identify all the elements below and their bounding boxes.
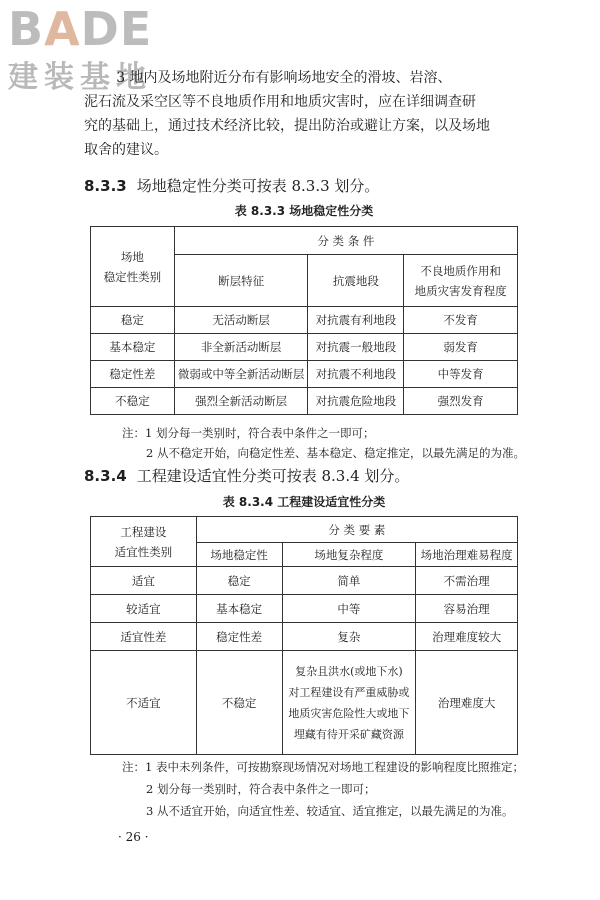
table-row [91, 567, 518, 595]
cell: 对抗震一般地段 [308, 334, 404, 361]
header-group: 分 类 条 件 [174, 227, 517, 255]
section-text: 工程建设适宜性分类可按表 8.3.4 划分。 [136, 467, 410, 485]
table-row [91, 334, 518, 361]
cell: 不稳定 [196, 651, 282, 755]
table1-note-2: 2 从不稳定开始，向稳定性差、基本稳定、稳定推定，以最先满足的为准。 [146, 446, 525, 460]
logo-wordmark: BADE [8, 2, 153, 56]
body-line-4: 取舍的建议。 [84, 142, 168, 158]
cell: 基本稳定 [196, 595, 282, 623]
cell: 稳定性差 [196, 623, 282, 651]
cell: 适宜性差 [91, 623, 197, 651]
section-number: 8.3.3 [84, 177, 127, 195]
construction-suitability-table [90, 516, 518, 755]
table-row [91, 307, 518, 334]
section-text: 场地稳定性分类可按表 8.3.3 划分。 [136, 177, 380, 195]
body-line-3: 究的基础上，通过技术经济比较，提出防治或避让方案，以及场地 [84, 118, 490, 134]
table-row [91, 623, 518, 651]
table-row [91, 651, 518, 755]
cell: 较适宜 [91, 595, 197, 623]
body-line-1: 3 地内及场地附近分布有影响场地安全的滑坡、岩溶、 [116, 70, 452, 86]
cell: 微弱或中等全新活动断层 [174, 361, 308, 388]
cell: 对抗震不利地段 [308, 361, 404, 388]
header-category: 工程建设 适宜性类别 [91, 517, 197, 567]
cell: 治理难度较大 [416, 623, 518, 651]
header-seismic: 抗震地段 [308, 255, 404, 307]
table-8-3-3-caption: 表 8.3.3 场地稳定性分类 [234, 204, 374, 218]
section-8-3-3 [84, 175, 379, 197]
cell: 中等发育 [404, 361, 518, 388]
cell: 弱发育 [404, 334, 518, 361]
logo-subtitle: 建装基地 [8, 60, 152, 95]
cell: 强烈全新活动断层 [174, 388, 308, 415]
cell: 强烈发育 [404, 388, 518, 415]
cell: 不发育 [404, 307, 518, 334]
header-group: 分 类 要 素 [196, 517, 517, 543]
table-row [91, 388, 518, 415]
cell: 复杂且洪水(或地下水) 对工程建设有严重威胁或 地质灾害危险性大或地下 埋藏有待开采矿藏资源 [282, 651, 416, 755]
header-treatment: 场地治理难易程度 [416, 543, 518, 567]
page-number: · 26 · [118, 830, 149, 844]
header-stability: 场地稳定性 [196, 543, 282, 567]
table-8-3-4-caption: 表 8.3.4 工程建设适宜性分类 [222, 495, 386, 509]
table2-note-2: 2 划分每一类别时，符合表中条件之一即可； [146, 782, 376, 796]
section-number: 8.3.4 [84, 467, 127, 485]
header-category: 场地 稳定性类别 [91, 227, 175, 307]
cell: 容易治理 [416, 595, 518, 623]
cell: 中等 [282, 595, 416, 623]
table-row [91, 361, 518, 388]
table2-note-1: 注：1 表中未列条件，可按勘察现场情况对场地工程建设的影响程度比照推定； [122, 760, 524, 774]
table1-note-1: 注：1 划分每一类别时，符合表中条件之一即可； [122, 426, 375, 440]
cell: 不需治理 [416, 567, 518, 595]
header-fault: 断层特征 [174, 255, 308, 307]
cell: 无活动断层 [174, 307, 308, 334]
cell: 稳定 [91, 307, 175, 334]
cell: 简单 [282, 567, 416, 595]
cell: 对抗震危险地段 [308, 388, 404, 415]
cell: 不稳定 [91, 388, 175, 415]
cell: 不适宜 [91, 651, 197, 755]
cell: 非全新活动断层 [174, 334, 308, 361]
cell: 基本稳定 [91, 334, 175, 361]
header-hazard: 不良地质作用和 地质灾害发育程度 [404, 255, 518, 307]
cell: 治理难度大 [416, 651, 518, 755]
header-complexity: 场地复杂程度 [282, 543, 416, 567]
cell: 复杂 [282, 623, 416, 651]
body-line-2: 泥石流及采空区等不良地质作用和地质灾害时，应在详细调查研 [84, 94, 476, 110]
cell: 对抗震有利地段 [308, 307, 404, 334]
site-stability-table [90, 226, 518, 415]
cell: 适宜 [91, 567, 197, 595]
cell: 稳定 [196, 567, 282, 595]
table-row [91, 595, 518, 623]
table2-note-3: 3 从不适宜开始，向适宜性差、较适宜、适宜推定，以最先满足的为准。 [146, 804, 514, 818]
cell: 稳定性差 [91, 361, 175, 388]
section-8-3-4 [84, 465, 409, 487]
